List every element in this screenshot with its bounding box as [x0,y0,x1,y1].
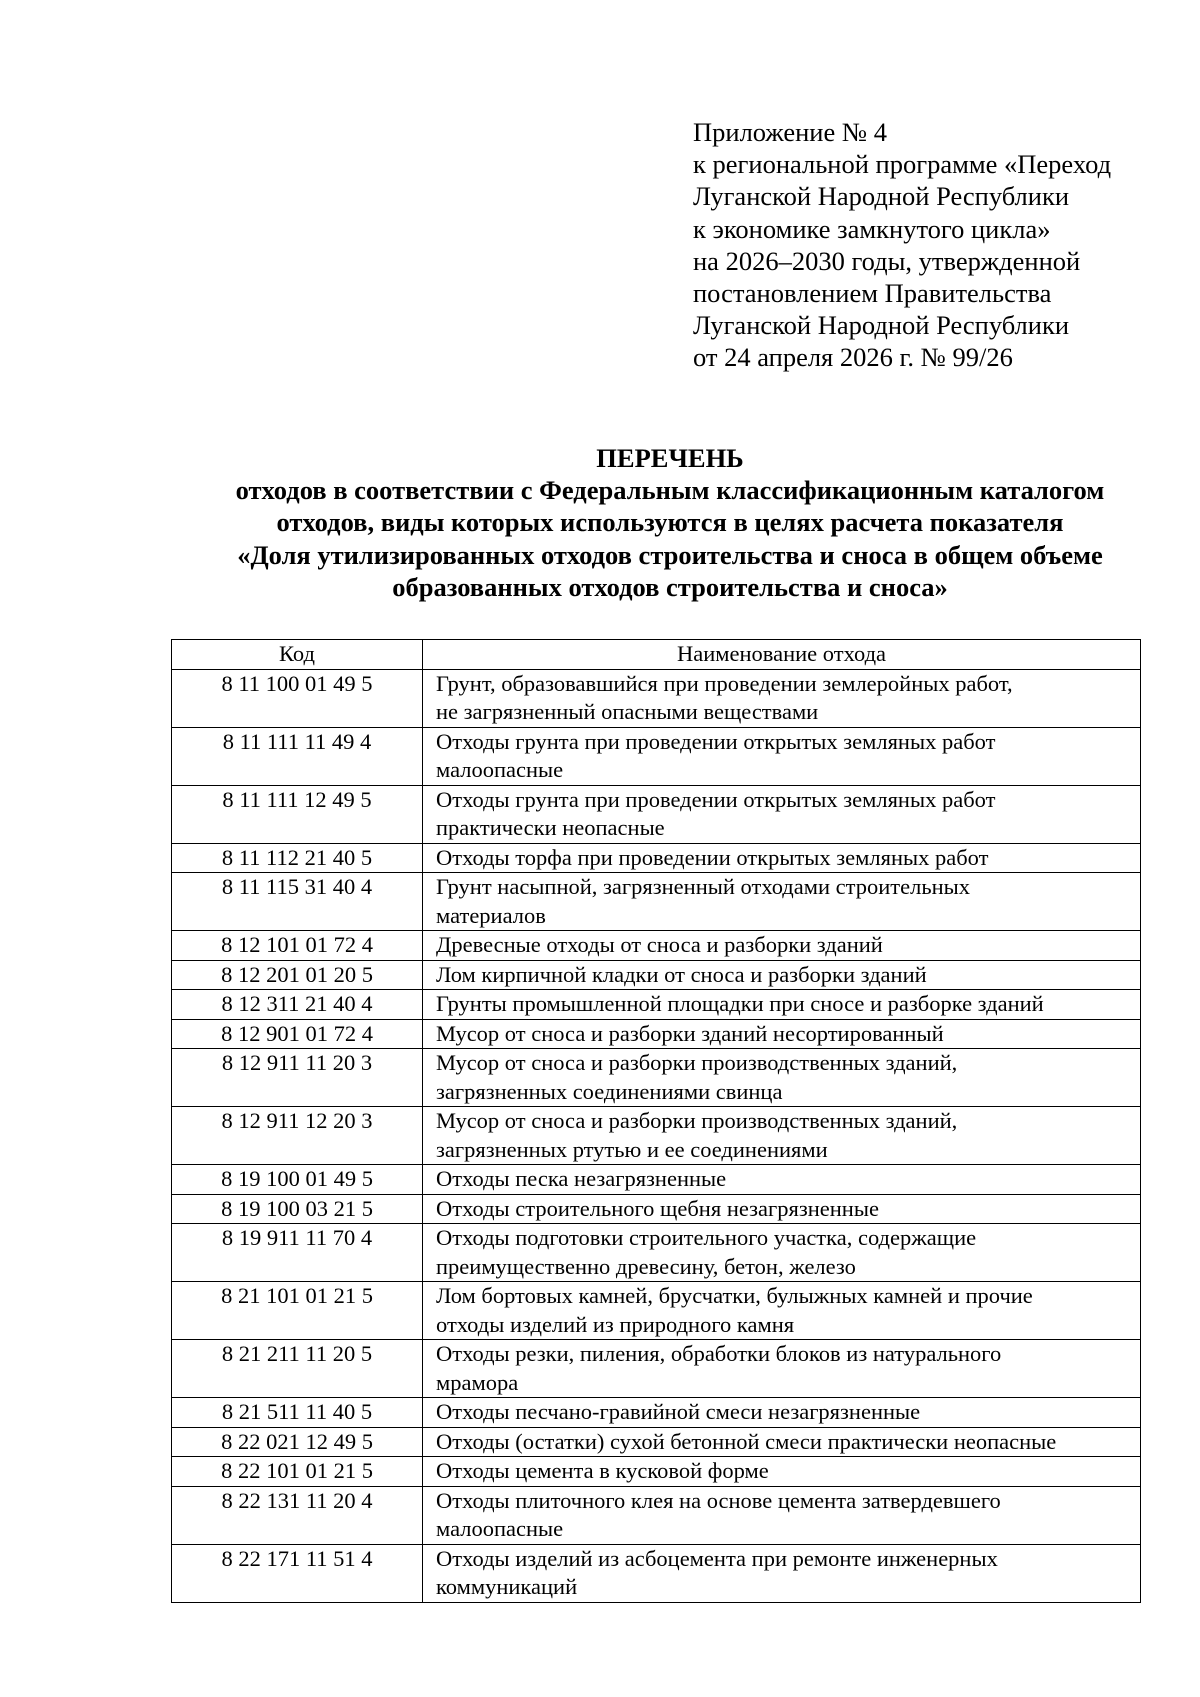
waste-name-line: отходы изделий из природного камня [436,1311,795,1337]
waste-name-line: малоопасные [436,757,564,782]
table-row [172,1398,1141,1428]
waste-code: 8 12 911 12 20 3 [172,1107,423,1165]
waste-code: 8 19 100 01 49 5 [172,1165,423,1195]
table-row [172,1107,1141,1165]
waste-name-line: Отходы торфа при проведении открытых земляных работ [436,844,989,870]
waste-code: 8 12 911 11 20 3 [172,1049,423,1107]
waste-name-line: Отходы цемента в кусковой форме [436,1458,769,1483]
title-subtitle-line: отходов, виды которых используются в целях расчета показателя [276,507,1064,538]
table-row [172,1427,1141,1457]
title-subtitle-line: отходов в соответствии с Федеральным классификационным каталогом [235,475,1105,506]
waste-name-line: коммуникаций [436,1574,578,1599]
waste-name [423,873,1141,931]
waste-code: 8 11 115 31 40 4 [172,873,423,931]
waste-code: 8 21 211 11 20 5 [172,1340,423,1398]
waste-code: 8 11 112 21 40 5 [172,843,423,873]
waste-name-line: Грунт, образовавшийся при проведении землеройных работ, [436,670,1013,696]
waste-code: 8 12 101 01 72 4 [172,931,423,961]
waste-name-line: Мусор от сноса и разборки зданий несортированный [436,1020,944,1046]
table-row [172,960,1141,990]
waste-name-line: Лом кирпичной кладки от сноса и разборки зданий [436,961,927,987]
document-title [150,442,1190,603]
table-row [172,669,1141,727]
waste-name-line: Отходы резки, пиления, обработки блоков из натурального [436,1341,1002,1366]
waste-name-line: не загрязненный опасными веществами [436,699,819,724]
waste-name [423,990,1141,1020]
waste-name [423,1544,1141,1602]
waste-name [423,669,1141,727]
waste-name-line: Грунт насыпной, загрязненный отходами строительных [436,874,971,899]
waste-name-line: Древесные отходы от сноса и разборки зданий [436,932,883,957]
table-row [172,931,1141,961]
appendix-line: Луганской Народной Республики [693,181,1070,212]
title-heading: ПЕРЕЧЕНЬ [596,443,744,473]
waste-name-line: Мусор от сноса и разборки производственных зданий, [436,1050,958,1075]
waste-name-line: загрязненных ртутью и ее соединениями [436,1136,828,1162]
appendix-line: к экономике замкнутого цикла» [693,213,1051,244]
waste-name-line: материалов [436,902,546,928]
waste-name [423,1107,1141,1165]
appendix-line: Луганской Народной Республики [693,310,1070,341]
waste-name-line: Отходы плиточного клея на основе цемента затвердевшего [436,1487,1001,1513]
table-row [172,990,1141,1020]
appendix-block [693,116,1173,374]
waste-code: 8 21 101 01 21 5 [172,1282,423,1340]
table-row [172,873,1141,931]
appendix-line: постановлением Правительства [693,278,1052,309]
waste-code: 8 12 901 01 72 4 [172,1019,423,1049]
waste-name [423,931,1141,961]
waste-name [423,843,1141,873]
waste-code: 8 11 111 11 49 4 [172,727,423,785]
appendix-line: на 2026–2030 годы, утвержденной [693,245,1081,276]
title-subtitle-line: «Доля утилизированных отходов строительства и сноса в общем объеме [237,539,1103,570]
header-code: Код [172,640,423,670]
title-subtitle-line: образованных отходов строительства и сноса» [392,571,948,602]
waste-code: 8 19 911 11 70 4 [172,1224,423,1282]
waste-name-line: Отходы песчано-гравийной смеси незагрязненные [436,1399,921,1424]
waste-name-line: Мусор от сноса и разборки производственных зданий, [436,1108,958,1133]
waste-name-line: Отходы подготовки строительного участка, содержащие [436,1225,977,1250]
table-header-row [172,640,1141,670]
waste-name [423,1224,1141,1282]
waste-name-line: малоопасные [436,1516,564,1541]
waste-name [423,1427,1141,1457]
appendix-line: к региональной программе «Переход [693,149,1112,180]
table-row [172,1224,1141,1282]
table-row [172,1049,1141,1107]
waste-name [423,1049,1141,1107]
waste-name [423,1340,1141,1398]
waste-name-line: мрамора [436,1369,519,1395]
table-row [172,1282,1141,1340]
waste-name [423,1398,1141,1428]
waste-name [423,1165,1141,1195]
waste-name-line: Отходы строительного щебня незагрязненные [436,1195,879,1221]
waste-code: 8 11 100 01 49 5 [172,669,423,727]
waste-code: 8 12 201 01 20 5 [172,960,423,990]
table-row [172,1544,1141,1602]
waste-name-line: Отходы песка незагрязненные [436,1166,727,1191]
waste-name-line: преимущественно древесину, бетон, железо [436,1253,856,1279]
table-row [172,843,1141,873]
waste-code: 8 12 311 21 40 4 [172,990,423,1020]
waste-name-line: Лом бортовых камней, брусчатки, булыжных камней и прочие [436,1283,1033,1308]
table-row [172,1019,1141,1049]
waste-name [423,727,1141,785]
waste-name [423,1019,1141,1049]
appendix-line: от 24 апреля 2026 г. № 99/26 [693,342,1013,373]
table-body [172,669,1141,1602]
waste-code: 8 19 100 03 21 5 [172,1194,423,1224]
waste-name-line: загрязненных соединениями свинца [436,1078,783,1104]
waste-name [423,960,1141,990]
waste-code: 8 22 131 11 20 4 [172,1486,423,1544]
appendix-line: Приложение № 4 [693,117,888,147]
waste-name-line: Отходы изделий из асбоцемента при ремонте инженерных [436,1545,998,1571]
waste-name-line: Отходы грунта при проведении открытых земляных работ [436,728,996,754]
waste-code: 8 21 511 11 40 5 [172,1398,423,1428]
table-row [172,1486,1141,1544]
waste-name-line: Грунты промышленной площадки при сносе и разборке зданий [436,991,1044,1016]
header-name: Наименование отхода [423,640,1141,670]
waste-code: 8 22 171 11 51 4 [172,1544,423,1602]
waste-code: 8 22 021 12 49 5 [172,1427,423,1457]
table-row [172,1340,1141,1398]
table-row [172,1165,1141,1195]
table-row [172,1457,1141,1487]
table-row [172,1194,1141,1224]
table-row [172,785,1141,843]
waste-name [423,1486,1141,1544]
waste-name-line: Отходы (остатки) сухой бетонной смеси практически неопасные [436,1428,1057,1454]
waste-code: 8 11 111 12 49 5 [172,785,423,843]
waste-name [423,1457,1141,1487]
waste-name [423,785,1141,843]
waste-name-line: Отходы грунта при проведении открытых земляных работ [436,786,996,812]
waste-name [423,1282,1141,1340]
waste-table [171,639,1141,1603]
waste-code: 8 22 101 01 21 5 [172,1457,423,1487]
table-row [172,727,1141,785]
waste-name-line: практически неопасные [436,815,665,840]
waste-name [423,1194,1141,1224]
